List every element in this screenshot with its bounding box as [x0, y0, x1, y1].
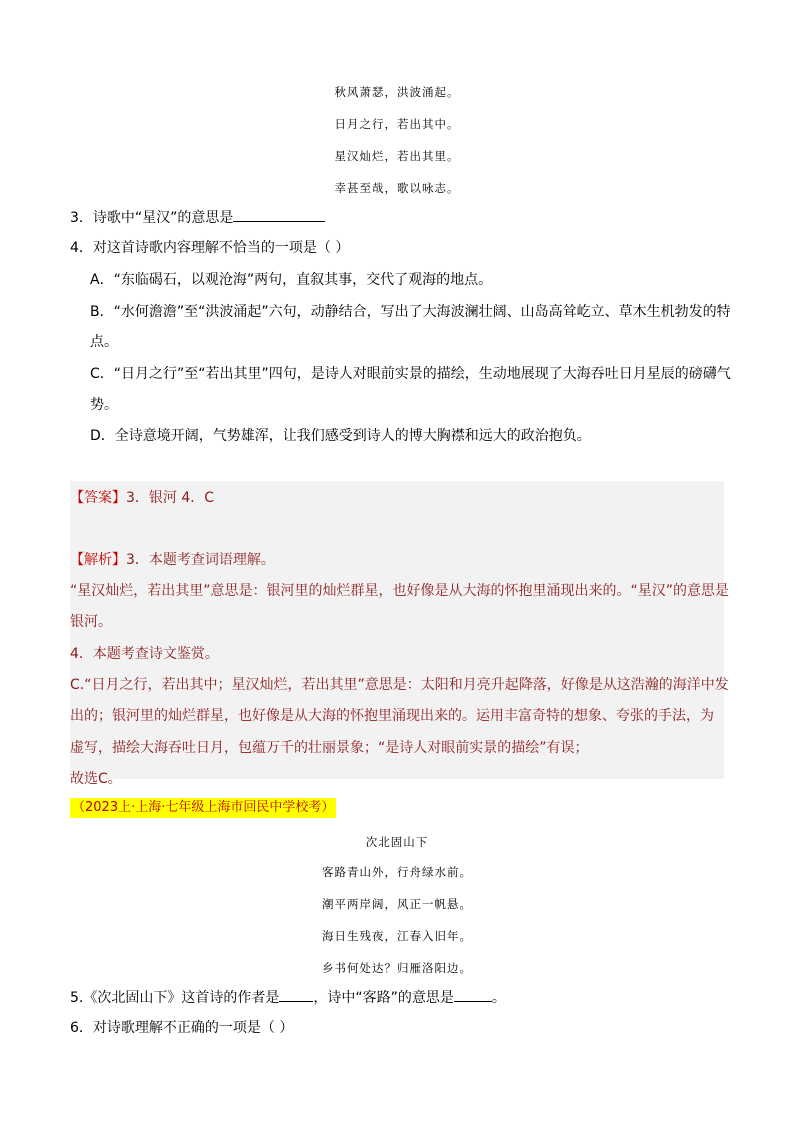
answer-tag: 【答案】 — [70, 490, 126, 506]
poem2-line-3: 海日生残夜，江春入旧年。 — [322, 929, 472, 943]
question-3 — [70, 207, 325, 228]
question-5-part-1: 5.《次北固山下》这首诗的作者是 — [70, 990, 280, 1006]
question-4-option-d: D．全诗意境开阔，气势雄浑，让我们感受到诗人的博大胸襟和远大的政治抱负。 — [90, 428, 591, 444]
question-5-part-3: 。 — [491, 990, 506, 1006]
analysis-line-5: C.“日月之行，若出其中；星汉灿烂，若出其里”意思是：太阳和月亮升起降落，好像是从这浩瀚的海洋中发 — [70, 677, 729, 693]
poem1-line-4: 幸甚至哉，歌以咏志。 — [334, 181, 460, 195]
question-4-option-b: B．“水何澹澹”至“洪波涌起”六句，动静结合，写出了大海波澜壮阔、山岛高耸屹立、草木生机勃发的特 — [90, 304, 731, 320]
question-4-option-b-cont: 点。 — [90, 334, 118, 350]
question-4-option-c-cont: 势。 — [90, 397, 118, 413]
meaning-blank[interactable] — [454, 987, 492, 1002]
analysis-line-7: 虚写，描绘大海吞吐日月，包蕴万千的壮丽景象；“是诗人对眼前实景的描绘”有误； — [70, 740, 589, 756]
source-tag: （2023上·上海·七年级上海市回民中学校考） — [70, 798, 336, 818]
analysis-tag: 【解析】 — [70, 552, 126, 568]
answer-text: 3．银河 4．C — [126, 490, 215, 506]
question-4-option-c: C．“日月之行”至“若出其里”四句，是诗人对眼前实景的描绘，生动地展现了大海吞吐日月星辰的磅礴气 — [90, 366, 731, 382]
poem1-line-2: 日月之行，若出其中。 — [334, 117, 460, 131]
poem2-line-1: 客路青山外，行舟绿水前。 — [322, 865, 472, 879]
analysis-line-4: 4．本题考查诗文鉴赏。 — [70, 646, 219, 662]
question-5-part-2: ，诗中“客路”的意思是 — [313, 990, 454, 1006]
answer-blank[interactable] — [233, 207, 325, 222]
poem2-line-2: 潮平两岸阔，风正一帆悬。 — [322, 897, 472, 911]
question-4-option-a: A．“东临碣石，以观沧海”两句，直叙其事，交代了观海的地点。 — [90, 272, 493, 288]
analysis-line-2: “星汉灿烂，若出其里”意思是：银河里的灿烂群星，也好像是从大海的怀抱里涌现出来的。“星汉”的意思是 — [70, 583, 730, 599]
analysis-text-1: 3．本题考查词语理解。 — [126, 552, 275, 568]
analysis-line-6: 出的；银河里的灿烂群星，也好像是从大海的怀抱里涌现出来的。运用丰富奇特的想象、夸张的手法，为 — [70, 708, 714, 724]
analysis-line-8: 故选C。 — [70, 771, 122, 787]
poem2-title: 次北固山下 — [365, 835, 429, 849]
question-3-text: 3．诗歌中“星汉”的意思是 — [70, 210, 234, 226]
answer-analysis-box — [70, 481, 724, 779]
analysis-line-3: 银河。 — [70, 614, 112, 630]
question-4-stem: 4．对这首诗歌内容理解不恰当的一项是（ ） — [70, 240, 350, 256]
answer-line — [70, 488, 214, 508]
poem2-line-4: 乡书何处达？归雁洛阳边。 — [322, 961, 472, 975]
author-blank[interactable] — [279, 987, 313, 1002]
question-6: 6．对诗歌理解不正确的一项是（ ） — [70, 1020, 294, 1036]
question-5 — [70, 987, 506, 1008]
poem1-line-1: 秋风萧瑟，洪波涌起。 — [334, 85, 460, 99]
analysis-line-1 — [70, 550, 275, 570]
poem1-line-3: 星汉灿烂，若出其里。 — [334, 149, 460, 163]
